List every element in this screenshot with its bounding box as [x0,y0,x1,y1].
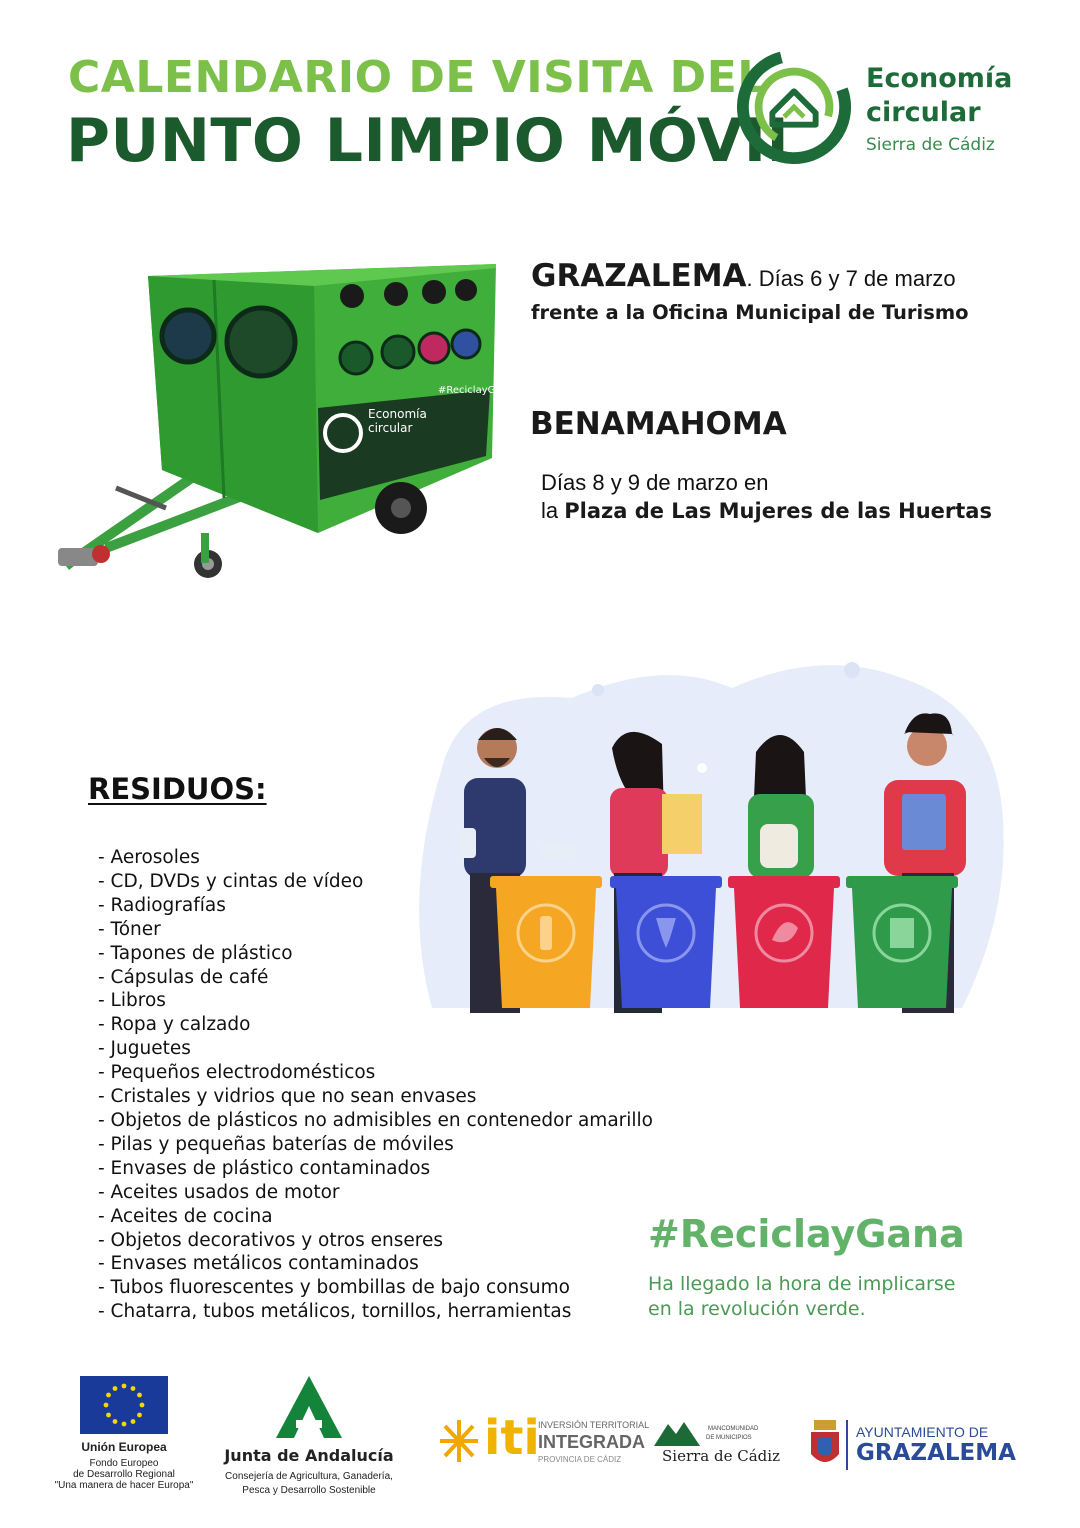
list-item: - CD, DVDs y cintas de vídeo [98,870,364,892]
ayto-divider [846,1420,848,1470]
benamahoma-dates: Días 8 y 9 de marzo en [541,470,769,495]
junta-andalucia-logo [272,1372,346,1442]
grazalema-location: frente a la Oficina Municipal de Turismo [531,301,969,324]
ayto-line-2: GRAZALEMA [856,1440,1016,1466]
brand-line-3: Sierra de Cádiz [866,135,995,155]
list-item: - Envases metálicos contaminados [98,1253,419,1275]
slogan-line-2: en la revolución verde. [648,1298,866,1320]
brand-line-1: Economía [866,63,1013,94]
list-item: - Tubos fluorescentes y bombillas de bajo consumo [98,1277,570,1299]
iti-line-2: INTEGRADA [538,1432,645,1452]
list-item: - Pilas y pequeñas baterías de móviles [98,1133,454,1155]
iti-line-1: INVERSIÓN TERRITORIAL [538,1420,650,1430]
campaign-hashtag: #ReciclayGana [648,1212,965,1256]
eu-line-3: "Una manera de hacer Europa" [54,1480,194,1491]
eu-text [44,1458,204,1491]
list-item: - Libros [98,990,166,1012]
town-benamahoma: BENAMAHOMA [530,406,787,442]
list-item: - Cápsulas de café [98,966,269,988]
ayto-line-1: AYUNTAMIENTO DE [856,1424,989,1440]
truck-panel-brand-2: circular [368,421,413,435]
list-item: - Objetos de plásticos no admisibles en contenedor amarillo [98,1109,653,1131]
list-item: - Tapones de plástico [98,942,293,964]
benamahoma-location-line [541,498,992,524]
list-item: - Cristales y vidrios que no sean envases [98,1086,477,1108]
truck-panel-hashtag: #ReciclayGana [438,385,514,396]
benamahoma-location-prefix: la [541,498,565,523]
mobile-recycling-truck [46,258,514,588]
iti-sun-icon [436,1416,482,1466]
mancomunidad-line-2: DE MUNICIPIOS [706,1435,752,1441]
slogan-line-1: Ha llegado la hora de implicarse [648,1273,956,1295]
mancomunidad-line-1: MANCOMUNIDAD [708,1426,759,1432]
residuos-heading: RESIDUOS: [88,772,267,806]
grazalema-dates: . Días 6 y 7 de marzo [746,266,956,291]
list-item: - Objetos decorativos y otros enseres [98,1229,443,1251]
list-item: - Aceites de cocina [98,1205,273,1227]
junta-text [212,1470,406,1498]
iti-logo-text: iti [484,1410,540,1466]
grazalema-coat-of-arms-icon [808,1418,842,1470]
list-item: - Aerosoles [98,847,200,868]
eu-title: Unión Europea [81,1440,167,1454]
eu-flag-icon [80,1376,168,1434]
mountain-icon [654,1418,700,1448]
list-item: - Tóner [98,918,161,940]
residuos-list [98,846,653,1324]
title-line-1: CALENDARIO DE VISITA DEL [68,52,766,103]
junta-title: Junta de Andalucía [224,1446,394,1465]
iti-line-3: PROVINCIA DE CÁDIZ [538,1455,622,1464]
economia-circular-logo [735,48,853,166]
campaign-slogan [648,1272,955,1322]
list-item: - Radiografías [98,894,226,916]
list-item: - Pequeños electrodomésticos [98,1062,376,1084]
list-item: - Envases de plástico contaminados [98,1157,431,1179]
list-item: - Aceites usados de motor [98,1181,340,1203]
benamahoma-location: Plaza de Las Mujeres de las Huertas [564,499,992,523]
title-line-2: PUNTO LIMPIO MÓVIL [66,106,806,176]
schedule-grazalema [531,258,956,294]
list-item: - Juguetes [98,1038,191,1060]
eu-line-1: Fondo Europeo [89,1458,159,1469]
list-item: - Ropa y calzado [98,1014,251,1036]
eu-line-2: de Desarrollo Regional [73,1469,175,1480]
list-item: - Chatarra, tubos metálicos, tornillos, herramientas [98,1301,572,1323]
junta-line-2: Pesca y Desarrollo Sostenible [242,1485,376,1496]
junta-line-1: Consejería de Agricultura, Ganadería, [225,1471,393,1482]
truck-panel-brand-1: Economía [368,407,427,421]
brand-line-2: circular [866,97,981,128]
mancomunidad-name: Sierra de Cádiz [662,1447,780,1465]
town-grazalema: GRAZALEMA [531,258,747,294]
